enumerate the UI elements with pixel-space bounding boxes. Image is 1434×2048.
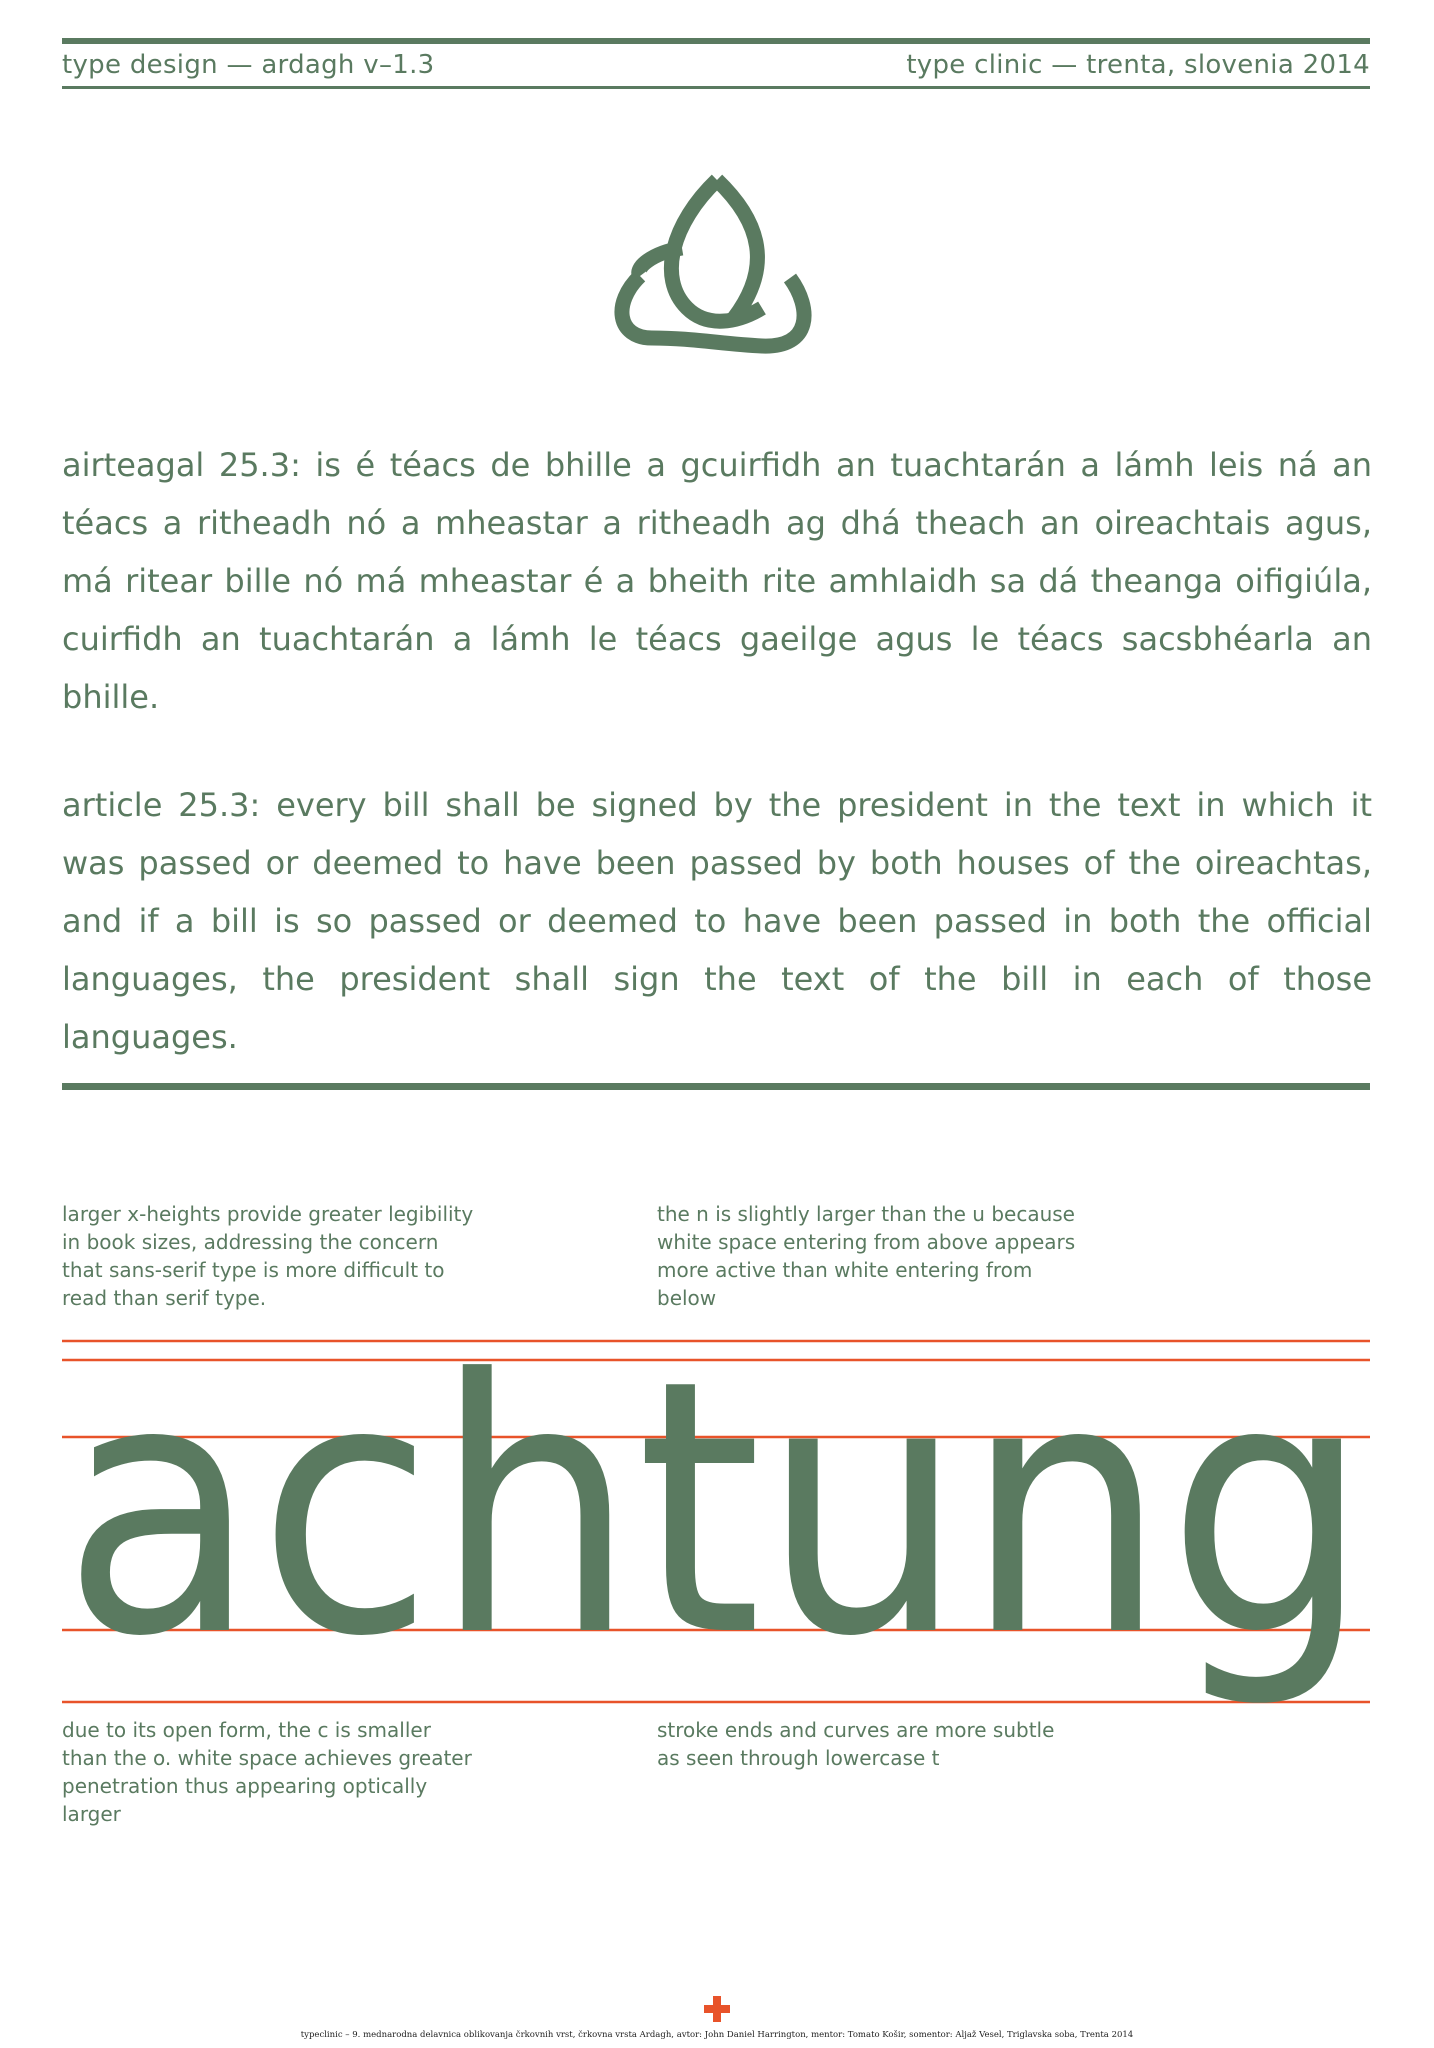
- specimen-word: achtung: [62, 1330, 1370, 1713]
- irish-article-text: airteagal 25.3: is é téacs de bhille a gcuirfidh an tuachtarán a lámh leis ná an téacs a ritheadh nó a mheastar a ritheadh ag dhá theach an oireachtais agus, má ritear bille nó má mheastar é a bheith rite amhlaidh sa dá theanga oifigiúla, cuirfidh an tuachtarán a lámh le téacs gaeilge agus le téacs sacsbhéarla an bhille.: [62, 446, 1372, 716]
- triquetra-knot-icon: [612, 168, 822, 360]
- header-top-rule: [62, 38, 1370, 44]
- note-stroke-ends: stroke ends and curves are more subtle as seen through lowercase t: [657, 1718, 1055, 1770]
- note-n-vs-u: the n is slightly larger than the u because white space entering from above appears more active than white entering from below: [657, 1202, 1076, 1310]
- note-x-height: larger x-heights provide greater legibility in book sizes, addressing the concern that sans-serif type is more difficult to read than serif type.: [62, 1202, 474, 1310]
- footer-credit: typeclinic – 9. mednarodna delavnica oblikovanja črkovnih vrst, črkovna vrsta Ardagh, avtor: John Daniel Harrington, mentor: Tomato Košir, somentor: Aljaž Vesel, Triglavska soba, Trenta 2014: [300, 2030, 1134, 2040]
- red-cross-icon: [702, 1994, 732, 2024]
- english-article-text: article 25.3: every bill shall be signed by the president in the text in which it was passed or deemed to have been passed by both houses of the oireachtas, and if a bill is so passed or deemed to have been passed in both the official languages, the president shall sign the text of the bill in each of those languages.: [62, 786, 1372, 1056]
- header-event: type clinic — trenta, slovenia 2014: [906, 50, 1370, 80]
- header-title: type design — ardagh v–1.3: [62, 50, 435, 80]
- specimen-diagram: [0, 1330, 1434, 1720]
- section-divider: [62, 1083, 1370, 1090]
- note-c-open-form: due to its open form, the c is smaller than the o. white space achieves greater penetration thus appearing optically larger: [62, 1718, 472, 1826]
- header-bottom-rule: [62, 86, 1370, 89]
